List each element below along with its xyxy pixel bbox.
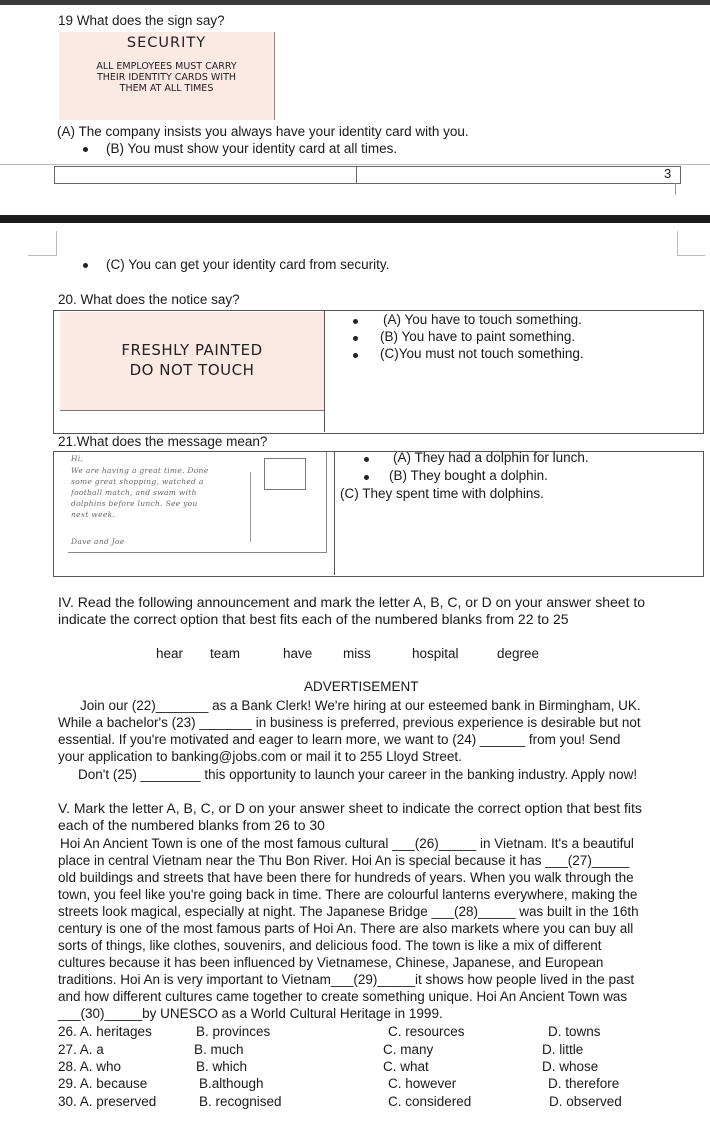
option-29-b: B.although — [199, 1076, 264, 1091]
postcard-line: We are having a great time. Done — [71, 466, 209, 475]
page-break-bar — [0, 215, 710, 223]
option-26-d: D. towns — [548, 1024, 601, 1039]
option-27-c: C. many — [383, 1042, 434, 1057]
option-28-b: B. which — [196, 1059, 248, 1074]
passage-line: traditions. Hoi An is very important to Vietnam___(29)_____it shows how people lived in the past — [58, 972, 635, 987]
option-30-a: 30. A. preserved — [58, 1094, 157, 1109]
passage-line: old buildings and streets that have been there for hundreds of years. When you walk through the — [58, 870, 634, 885]
bullet-icon — [353, 319, 358, 324]
ad-line: your application to banking@jobs.com or mail it to 255 Lloyd Street. — [58, 749, 462, 764]
section4-heading-1: IV. Read the following announcement and mark the letter A, B, C, or D on your answer sheet to — [58, 594, 646, 610]
passage-line: place in central Vietnam near the Thu Bon River. Hoi An is special because it has ___(27)_____ — [58, 853, 630, 868]
page-number: 3 — [664, 166, 672, 181]
postcard-line: dolphins before lunch. See you — [71, 499, 198, 508]
sign-text — [59, 61, 274, 94]
sign-line: THEM AT ALL TIMES — [119, 83, 214, 94]
word-box-item: team — [210, 646, 241, 661]
option-28-a: 28. A. who — [58, 1059, 122, 1074]
passage-line: cultures because it has been influenced by Vietnamese, Chinese, Japanese, and European — [58, 955, 604, 970]
postcard-divider — [250, 472, 251, 542]
notice-line: DO NOT TOUCH — [129, 361, 255, 379]
sign-edge — [274, 32, 275, 120]
q21-option-b: (B) They bought a dolphin. — [389, 468, 548, 483]
passage-line: town, you feel like you're going back in time. There are colourful lanterns everywhere, making the — [58, 887, 638, 902]
passage-line: streets look magical, especially at night. The Japanese Bridge ___(28)_____ was built in the 16th — [58, 904, 639, 919]
security-sign — [59, 32, 274, 120]
option-30-b: B. recognised — [199, 1094, 282, 1109]
q21-option-c: (C) They spent time with dolphins. — [340, 486, 544, 501]
bullet-icon — [83, 147, 88, 152]
section5-heading-1: V. Mark the letter A, B, C, or D on your answer sheet to indicate the correct option that best fits — [58, 800, 642, 816]
option-28-c: C. what — [383, 1059, 429, 1074]
option-26-a: 26. A. heritages — [58, 1024, 152, 1039]
word-box-item: hear — [156, 646, 184, 661]
q19-option-c: (C) You can get your identity card from security. — [106, 257, 390, 272]
option-29-d: D. therefore — [548, 1076, 620, 1091]
section4-heading-2: indicate the correct option that best fits each of the numbered blanks from 22 to 25 — [58, 611, 569, 627]
option-30-c: C. considered — [388, 1094, 472, 1109]
option-26-b: B. provinces — [196, 1024, 271, 1039]
corner-mark-right-v — [677, 231, 678, 256]
passage-line: Hoi An Ancient Town is one of the most famous cultural ___(26)_____ in Vietnam. It's a beautiful — [60, 836, 634, 851]
q21-option-a: (A) They had a dolphin for lunch. — [393, 450, 589, 465]
q19-option-a: (A) The company insists you always have your identity card with you. — [57, 124, 469, 139]
bullet-icon — [353, 353, 358, 358]
page-divider — [0, 164, 710, 165]
postcard-line: Hi, — [71, 454, 84, 463]
bullet-icon — [83, 263, 88, 268]
freshly-painted-notice — [60, 312, 324, 410]
bullet-icon — [364, 475, 369, 480]
q21-question: 21.What does the message mean? — [58, 434, 268, 449]
corner-mark-left-v — [56, 231, 57, 256]
word-box-item: have — [283, 646, 313, 661]
postcard-signature: Dave and Joe — [71, 537, 125, 546]
bullet-icon — [353, 336, 358, 341]
table-strip — [54, 166, 681, 184]
passage-line: ___(30)_____by UNESCO as a World Cultural Heritage in 1999. — [58, 1006, 443, 1021]
q20-option-b: (B) You have to paint something. — [380, 329, 576, 344]
corner-mark-right — [677, 255, 705, 256]
option-27-a: 27. A. a — [58, 1042, 104, 1057]
q19-question: 19 What does the sign say? — [58, 13, 225, 28]
option-29-c: C. however — [388, 1076, 457, 1091]
sign-line: THEIR IDENTITY CARDS WITH — [96, 72, 237, 83]
q19-option-b: (B) You must show your identity card at all times. — [106, 141, 398, 156]
option-27-b: B. much — [194, 1042, 244, 1057]
table-strip-divider — [356, 166, 357, 183]
section5-heading-2: each of the numbered blanks from 26 to 30 — [58, 817, 325, 833]
ad-line: Don't (25) ________ this opportunity to launch your career in the banking industry. Apply now! — [78, 767, 638, 782]
option-30-d: D. observed — [549, 1094, 622, 1109]
passage-line: sorts of things, like clothes, souvenirs, and delicious food. The town is like a mix of different — [58, 938, 602, 953]
option-28-d: D. whose — [542, 1059, 599, 1074]
ad-line: Join our (22)_______ as a Bank Clerk! We're hiring at our esteemed bank in Birmingham, UK. — [80, 698, 641, 713]
notice-edge — [60, 410, 324, 411]
q21-table-divider — [334, 451, 335, 575]
postcard — [68, 452, 327, 553]
q20-option-a: (A) You have to touch something. — [383, 312, 582, 327]
ad-line: essential. If you're motivated and eager to learn more, we want to (24) ______ from you! Send — [58, 732, 621, 747]
sign-title: SECURITY — [126, 35, 207, 51]
top-edge-bar — [0, 0, 710, 5]
word-box-item: degree — [497, 646, 540, 661]
q20-table-divider — [324, 310, 325, 432]
option-27-d: D. little — [542, 1042, 584, 1057]
option-29-a: 29. A. because — [58, 1076, 148, 1091]
postcard-line: next week. — [71, 510, 116, 519]
option-26-c: C. resources — [388, 1024, 465, 1039]
notice-line: FRESHLY PAINTED — [121, 341, 263, 359]
sign-line: ALL EMPLOYEES MUST CARRY — [96, 61, 237, 72]
ad-title: ADVERTISEMENT — [304, 679, 419, 694]
corner-mark-left — [28, 255, 56, 256]
q20-option-c: (C)You must not touch something. — [380, 346, 584, 361]
word-box-item: hospital — [412, 646, 459, 661]
passage-line: century is one of the most famous parts of Hoi An. There are also markets where you can buy all — [58, 921, 634, 936]
postcard-line: some great shopping, watched a — [71, 477, 204, 486]
ad-line: While a bachelor's (23) _______ in business is preferred, previous experience is desirable but not — [58, 715, 641, 730]
word-box-item: miss — [343, 646, 371, 661]
postcard-line: football match, and swam with — [71, 488, 197, 497]
bullet-icon — [364, 457, 369, 462]
q20-question: 20. What does the notice say? — [58, 292, 240, 307]
passage-line: and how different cultures came together to create something unique. Hoi An Ancient Town was — [58, 989, 628, 1004]
page-mark — [675, 183, 676, 195]
stamp-box — [264, 458, 306, 490]
